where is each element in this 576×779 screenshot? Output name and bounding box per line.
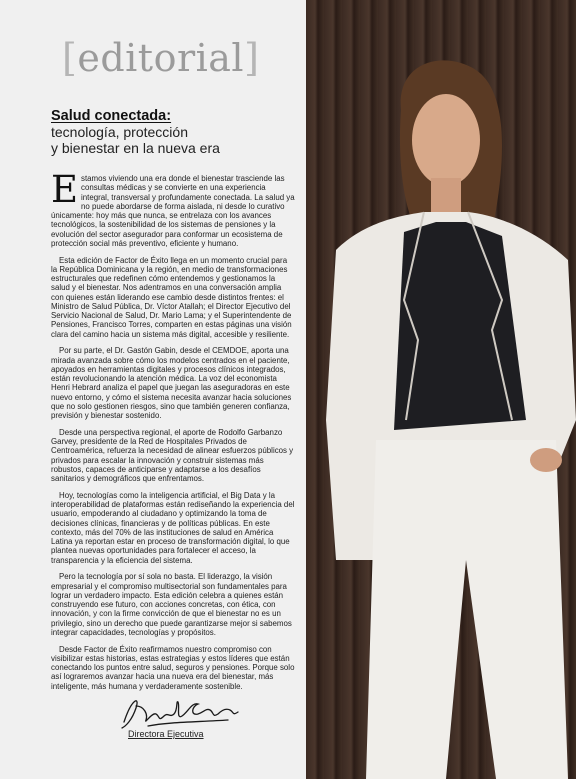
section-masthead (62, 36, 259, 80)
masthead-word: editorial (77, 36, 245, 80)
paragraph-7: Desde Factor de Éxito reafirmamos nuestro compromiso con visibilizar estas historias, estas estrategias y estos líderes que están conectando los puntos entre salud, seguros y pensiones. Porque solo así lograremos avanzar hacia una nueva era del bienestar, más inteligente, más humana y verdaderamente sostenible. (51, 644, 295, 691)
handwritten-signature (118, 692, 248, 732)
portrait-panel (306, 0, 576, 779)
paragraph-4: Desde una perspectiva regional, el aporte de Rodolfo Garbanzo Garvey, presidente de la Red de Hospitales Privados de Centroamérica, refuerza la necesidad de alinear esfuerzos públicos y privados para escalar la innovación y construir sistemas más robustos, capaces de anticiparse y adaptarse a los desafíos sanitarios y demográficos que enfrentamos. (51, 427, 294, 483)
paragraph-6: Pero la tecnología por sí sola no basta. El liderazgo, la visión empresarial y el compromiso multisectorial son fundamentales para lograr un verdadero impacto. Esta edición celebra a quienes están construyendo ese futuro, con acciones concretas, con ética, con innovación, y con la firme convicción de que el bienestar no es un privilegio, sino un derecho que puede garantizarse mejor si sabemos integrar capacidades, tecnologías y propósitos. (51, 572, 292, 637)
article-body (51, 168, 295, 698)
paragraph-3: Por su parte, el Dr. Gastón Gabin, desde el CEMDOE, aporta una mirada avanzada sobre cómo los modelos centrados en el paciente, apoyados en herramientas digitales y procesos clínicos integrados, están revolucionando la atención médica. La voz del economista Henri Hebrard analiza el papel que juegan las aseguradoras en este nuevo entorno, y cómo el sistema necesita avanzar hacia soluciones que no solo gestionen riesgos, sino que también generen confianza, previsión y bienestar sostenido. (51, 346, 292, 420)
masthead-open-bracket: [ (62, 36, 78, 80)
paragraph-5: Hoy, tecnologías como la inteligencia artificial, el Big Data y la interoperabilidad de plataformas están rediseñando la experiencia del usuario, empoderando al ciudadano y optimizando la toma de decisiones clínicas, financieras y de políticas públicas. En este contexto, más del 70% de las instituciones de salud en América Latina ya reportan estar en proceso de transformación digital, lo que plantea nuevas oportunidades para fortalecer el acceso, la transparencia y la eficiencia del sistema. (51, 490, 295, 565)
portrait-photo (306, 0, 576, 779)
masthead-close-bracket: ] (244, 36, 260, 80)
article-title: Salud conectada: (51, 108, 172, 124)
paragraph-2: Esta edición de Factor de Éxito llega en un momento crucial para la República Dominicana y la región, en medio de transformaciones estructurales que redefinen cómo entendemos y gestionamos la salud y el bienestar. Nos adentramos en una conversación amplia con quienes están liderando ese cambio desde distintos frentes: el Ministro de Salud Pública, Dr. Víctor Atallah; el Director Ejecutivo del Servicio Nacional de Salud, Dr. Mario Lama; y el Superintendente de Pensiones, Francisco Torres, comparten en estas páginas una visión clara del camino hacia un sistema más digital, accesible y resiliente. (51, 255, 292, 339)
paragraph-1-text: stamos viviendo una era donde el bienestar trasciende las consultas médicas y se convierte en una experiencia integral, transversal y profundamente conectada. La salud ya no puede abordarse de forma aislada, ni desde lo curativo únicamente: hoy más que nunca, se entrelaza con los avances tecnológicos, la sostenibilidad de los sistemas de pensiones y la evolución del sector asegurador para conformar un ecosistema de protección social más preventivo, eficiente y humano. (51, 174, 295, 248)
paragraph-1 (51, 168, 295, 248)
signature-role: Directora Ejecutiva (128, 729, 204, 739)
article-subtitle-line2: y bienestar en la nueva era (51, 140, 220, 156)
article-subtitle-line1: tecnología, protección (51, 124, 188, 140)
drop-cap: E (51, 168, 79, 211)
article-headline (51, 108, 291, 156)
